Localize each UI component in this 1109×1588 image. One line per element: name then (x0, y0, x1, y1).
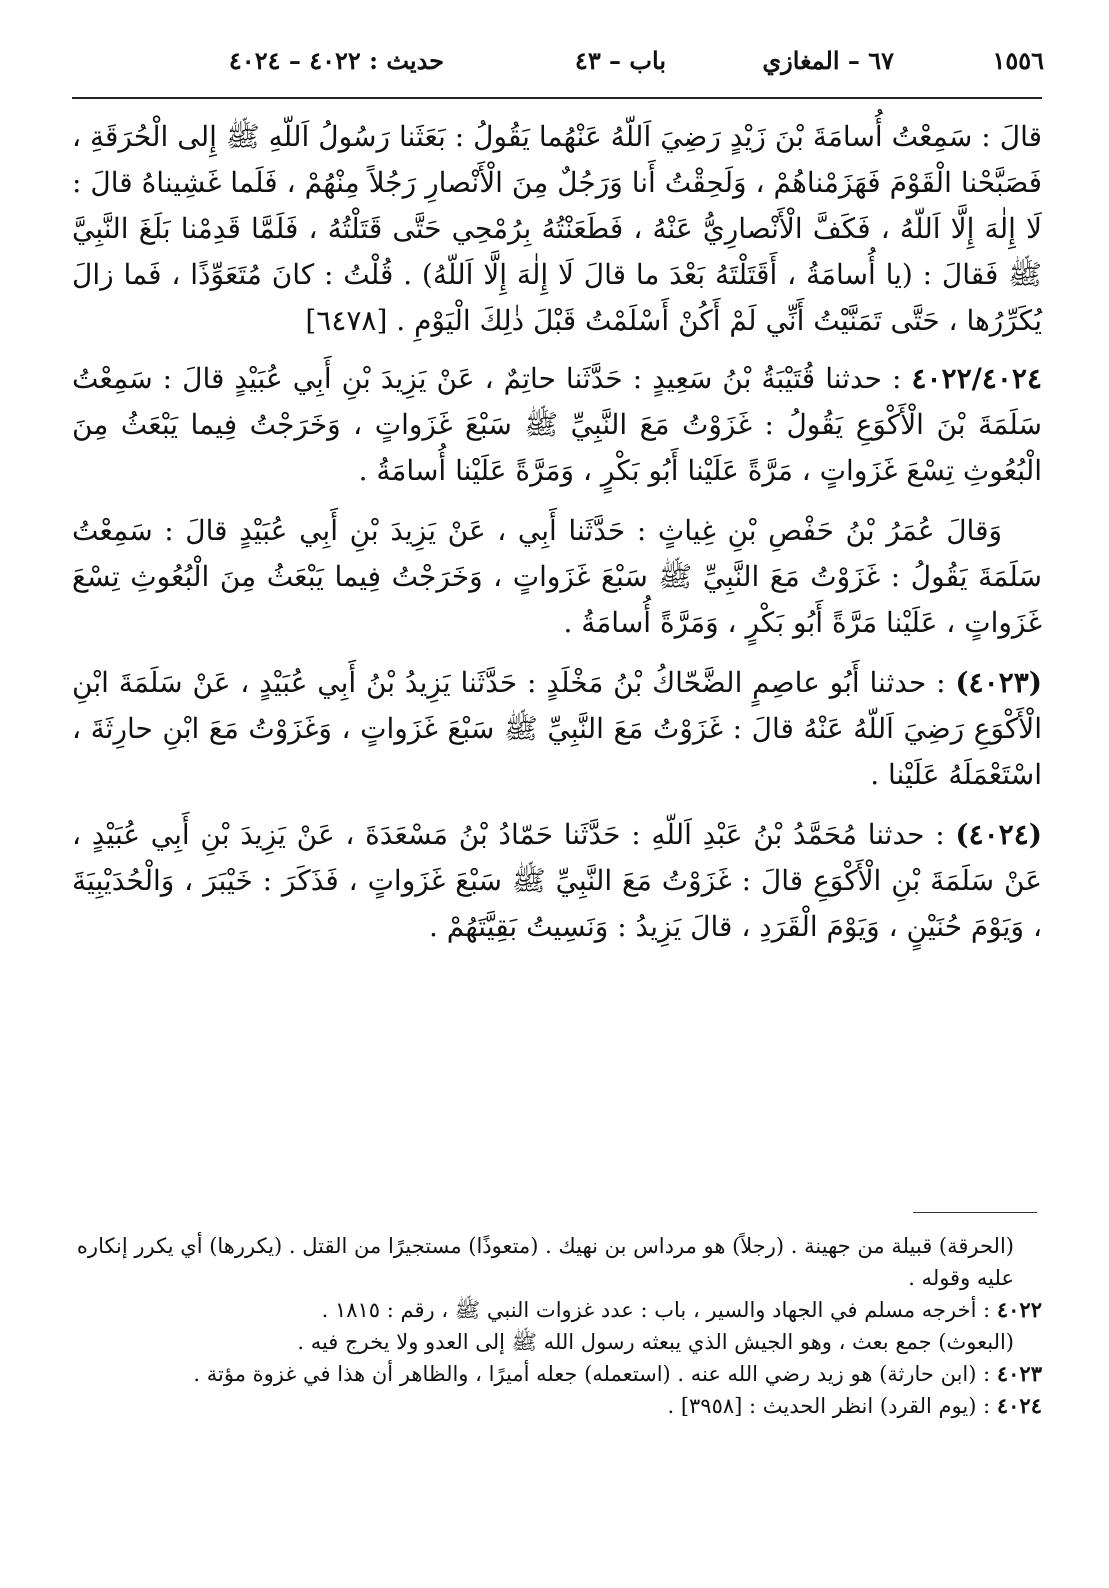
header-divider (72, 97, 1042, 99)
paragraph (72, 114, 1042, 344)
hadith-range: حديث : ٤٠٢٢ – ٤٠٢٤ (228, 46, 444, 75)
book-title: ٦٧ – المغازي (762, 46, 894, 75)
paragraph (72, 356, 1042, 494)
footnote (72, 1358, 1042, 1390)
hadith-number: ٤٠٢٢/٤٠٢٤ (911, 362, 1043, 395)
footnote-divider (913, 1212, 1037, 1213)
running-header (70, 40, 1044, 92)
paragraph-text: وَقالَ عُمَرُ بْنُ حَفْصِ بْنِ غِياثٍ : حَدَّثَنا أَبِي ، عَنْ يَزِيدَ بْنِ أَبِي عُبَيْدٍ قالَ : سَمِعْتُ سَلَمَةَ يَقُولُ : غَزَوْتُ مَعَ النَّبِيِّ ﷺ سَبْعَ غَزَواتٍ ، وَخَرَجْتُ فِيما يَبْعَثُ مِنَ الْبُعُوثِ تِسْعَ غَزَواتٍ ، عَلَيْنا مَرَّةً أَبُو بَكْرٍ ، وَمَرَّةً أُسامَةُ . (72, 514, 1043, 639)
footnote-text: : (يوم القرد) انظر الحديث : [٣٩٥٨] . (667, 1394, 997, 1418)
paragraph (72, 812, 1042, 950)
paragraph-text: : حدثنا قُتَيْبَةُ بْنُ سَعِيدٍ : حَدَّثَنا حاتِمٌ ، عَنْ يَزِيدَ بْنِ أَبِي عُبَيْدٍ قالَ : سَمِعْتُ سَلَمَةَ بْنَ الْأَكْوَعِ يَقُولُ : غَزَوْتُ مَعَ النَّبِيِّ ﷺ سَبْعَ غَزَواتٍ ، وَخَرَجْتُ فِيما يَبْعَثُ مِنَ الْبُعُوثِ تِسْعَ غَزَواتٍ ، مَرَّةً عَلَيْنا أَبُو بَكْرٍ ، وَمَرَّةً عَلَيْنا أُسامَةُ . (72, 362, 1042, 487)
footnotes (72, 1230, 1042, 1422)
main-text (72, 114, 1042, 964)
hadith-number: (٤٠٢٣) (955, 666, 1042, 699)
paragraph (72, 660, 1042, 798)
chapter-label: باب – ٤٣ (574, 46, 666, 75)
paragraph-text: قالَ : سَمِعْتُ أُسامَةَ بْنَ زَيْدٍ رَضِيَ اَللّهُ عَنْهُما يَقُولُ : بَعَثَنا رَسُولُ اَللّهِ ﷺ إِلى الْحُرَقَةِ ، فَصَبَّحْنا الْقَوْمَ فَهَزَمْناهُمْ ، وَلَحِقْتُ أَنا وَرَجُلٌ مِنَ الْأَنْصارِ رَجُلاً مِنْهُمْ ، فَلَما غَشِيناهُ قالَ : لَا إِلٰهَ إِلَّا اَللّهُ ، فَكَفَّ الْأَنْصارِيُّ عَنْهُ ، فَطَعَنْتُهُ بِرُمْحِي حَتَّى قَتَلْتُهُ ، فَلَمَّا قَدِمْنا بَلَغَ النَّبِيَّ ﷺ فَقالَ : (يا أُسامَةُ ، أَقَتَلْتَهُ بَعْدَ ما قالَ لَا إِلٰهَ إِلَّا اَللّهُ) . قُلْتُ : كانَ مُتَعَوِّذًا ، فَما زالَ يُكَرِّرُها ، حَتَّى تَمَنَّيْتُ أَنِّي لَمْ أَكُنْ أَسْلَمْتُ قَبْلَ ذٰلِكَ الْيَوْمِ . [٦٤٧٨] (72, 120, 1042, 337)
footnote-number: ٤٠٢٣ (996, 1361, 1042, 1386)
footnote-text: : (ابن حارثة) هو زيد رضي الله عنه . (استعمله) جعله أميرًا ، والظاهر أن هذا في غزوة مؤتة . (193, 1362, 997, 1386)
footnote-text: (البعوث) جمع بعث ، وهو الجيش الذي يبعثه رسول الله ﷺ إلى العدو ولا يخرج فيه . (297, 1330, 1014, 1354)
paragraph (72, 508, 1042, 646)
page-number: ١٥٥٦ (992, 46, 1044, 75)
footnote (72, 1230, 1042, 1294)
paragraph-text: : حدثنا مُحَمَّدُ بْنُ عَبْدِ اَللّهِ : حَدَّثَنا حَمّادُ بْنُ مَسْعَدَةَ ، عَنْ يَزِيدَ بْنِ أَبِي عُبَيْدٍ ، عَنْ سَلَمَةَ بْنِ الْأَكْوَعِ قالَ : غَزَوْتُ مَعَ النَّبِيِّ ﷺ سَبْعَ غَزَواتٍ ، فَذَكَرَ : خَيْبَرَ ، وَالْحُدَيْبِيَةَ ، وَيَوْمَ حُنَيْنٍ ، وَيَوْمَ الْقَرَدِ ، قالَ يَزِيدُ : وَنَسِيتُ بَقِيَّتَهُمْ . (72, 818, 1042, 943)
footnote-number: ٤٠٢٤ (996, 1393, 1042, 1418)
footnote-text: (الحرقة) قبيلة من جهينة . (رجلاً) هو مرداس بن نهيك . (متعوذًا) مستجيرًا من القتل . (يكررها) أي يكرر إنكاره عليه وقوله . (76, 1234, 1014, 1290)
footnote (72, 1390, 1042, 1422)
footnote (72, 1294, 1042, 1326)
hadith-number: (٤٠٢٤) (955, 818, 1042, 851)
footnote-text: : أخرجه مسلم في الجهاد والسير ، باب : عدد غزوات النبي ﷺ ، رقم : ١٨١٥ . (321, 1298, 997, 1322)
footnote (72, 1326, 1042, 1358)
paragraph-text: : حدثنا أَبُو عاصِمٍ الضَّحّاكُ بْنُ مَخْلَدٍ : حَدَّثَنا يَزِيدُ بْنُ أَبِي عُبَيْدٍ ، عَنْ سَلَمَةَ ابْنِ الْأَكْوَعِ رَضِيَ اَللّهُ عَنْهُ قالَ : غَزَوْتُ مَعَ النَّبِيِّ ﷺ سَبْعَ غَزَواتٍ ، وَغَزَوْتُ مَعَ ابْنِ حارِثَةَ ، اسْتَعْمَلَهُ عَلَيْنا . (72, 666, 1042, 791)
footnote-number: ٤٠٢٢ (996, 1297, 1042, 1322)
